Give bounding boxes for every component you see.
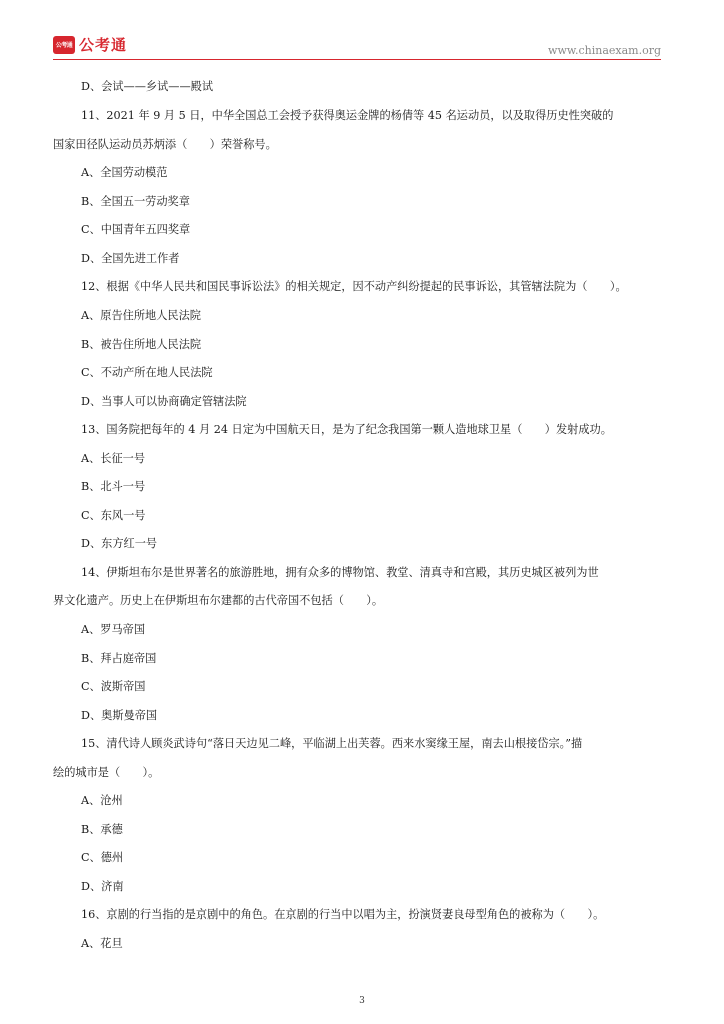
option-line: D、当事人可以协商确定管辖法院 [81,395,247,408]
logo-text: 公考通 [79,36,128,54]
question-16: 16、京剧的行当指的是京剧中的角色。在京剧的行当中以唱为主，扮演贤妻良母型角色的被称为（ ）。 [81,908,605,921]
page-number: 3 [359,996,365,1006]
option-line: B、北斗一号 [81,480,146,493]
option-line: A、花旦 [81,937,123,950]
option-line: C、不动产所在地人民法院 [81,366,213,379]
option-line: B、拜占庭帝国 [81,652,157,665]
question-11-continued: 国家田径队运动员苏炳添（ ）荣誉称号。 [53,138,277,151]
question-12: 12、根据《中华人民共和国民事诉讼法》的相关规定，因不动产纠纷提起的民事诉讼，其管辖法院为（ ）。 [81,280,627,293]
option-line: D、济南 [81,880,124,893]
option-line: A、长征一号 [81,452,146,465]
question-11: 11、2021 年 9 月 5 日，中华全国总工会授予获得奥运金牌的杨倩等 45 名运动员，以及取得历史性突破的 [81,109,614,122]
option-line: C、东风一号 [81,509,146,522]
option-line: D、奥斯曼帝国 [81,709,158,722]
option-line: B、全国五一劳动奖章 [81,195,190,208]
option-line: D、东方红一号 [81,537,158,550]
option-line: C、中国青年五四奖章 [81,223,191,236]
option-line: A、全国劳动模范 [81,166,168,179]
option-line: A、罗马帝国 [81,623,146,636]
question-14-continued: 界文化遗产。历史上在伊斯坦布尔建都的古代帝国不包括（ ）。 [53,594,384,607]
option-line: A、沧州 [81,794,123,807]
option-line: D、全国先进工作者 [81,252,180,265]
option-line: C、德州 [81,851,124,864]
option-line: B、承德 [81,823,123,836]
logo-badge-icon: 公考通 [53,36,75,54]
option-line: C、波斯帝国 [81,680,146,693]
option-line: D、会试——乡试——殿试 [81,80,214,93]
question-13: 13、国务院把每年的 4 月 24 日定为中国航天日，是为了纪念我国第一颗人造地球卫星（ ）发射成功。 [81,423,612,436]
option-line: B、被告住所地人民法院 [81,338,202,351]
question-14: 14、伊斯坦布尔是世界著名的旅游胜地，拥有众多的博物馆、教堂、清真寺和宫殿，其历史城区被列为世 [81,566,599,579]
option-line: A、原告住所地人民法院 [81,309,201,322]
question-15-continued: 绘的城市是（ ）。 [53,766,160,779]
question-15: 15、清代诗人顾炎武诗句“落日天边见二峰，平临湖上出芙蓉。西来水窦缘王屋，南去山根接岱宗。”描 [81,737,583,750]
site-url[interactable]: www.chinaexam.org [548,44,661,57]
page-header [0,0,724,64]
header-divider [53,59,661,60]
brand-logo [53,34,127,55]
